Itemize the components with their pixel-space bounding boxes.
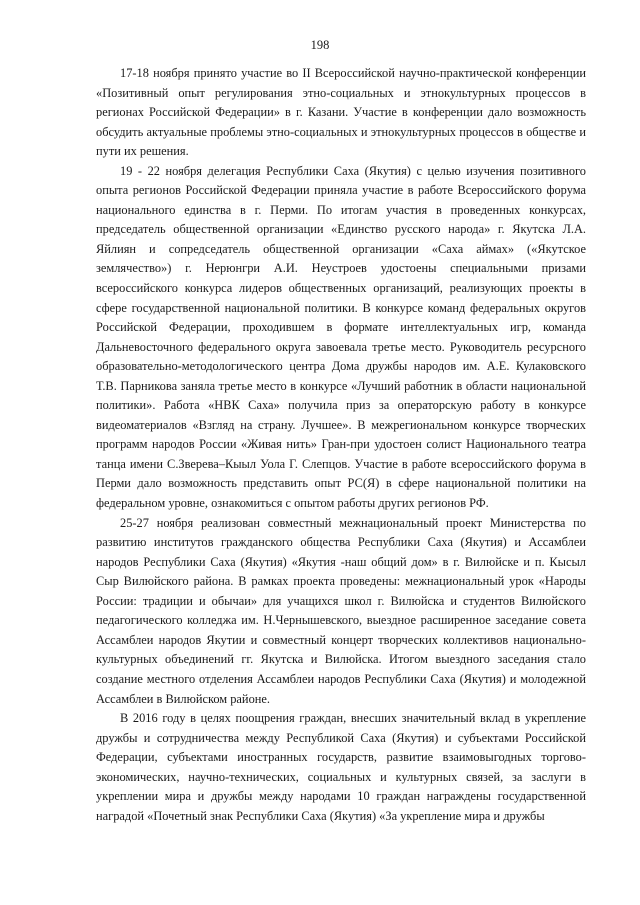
paragraph-project-vilyuisk: 25-27 ноября реализован совместный межнациональный проект Министерства по развитию институтов гражданского общества Республики Саха (Якутия) и Ассамблеи народов Республики Саха (Якутия) «Якутия -наш общий дом» в г. Вилюйске и п. Кысыл Сыр Вилюйского района. В рамках проекта проведены: межнациональный урок «Народы России: традиции и обычаи» для учащихся школ г. Вилюйска и студентов Вилюйского педагогического колледжа им. Н.Чернышевского, выездное расширенное заседание совета Ассамблеи народов Якутии и совместный концерт творческих коллективов национально-культурных объединений гг. Якутска и Вилюйска. Итогом выездного заседания стало создание местного отделения Ассамблеи народов Республики Саха (Якутия) и молодежной Ассамблеи в Вилюйском районе.: [96, 515, 586, 706]
document-body: [96, 64, 586, 826]
paragraph-forum-perm: 19 - 22 ноября делегация Республики Саха (Якутия) с целью изучения позитивного опыта регионов Российской Федерации приняла участие в работе Всероссийского форума национального единства в г. Перми. По итогам участия в проведенных конкурсах, председатель общественной организации «Единство русского народа» г. Якутска Л.А. Яйлиян и сопредседатель общественной организации «Саха аймах» («Якутское землячество») г. Нерюнгри А.И. Неустроев удостоены специальными призами всероссийского конкурса лидеров общественных организаций, реализующих проекты в сфере государственной национальной политики. В конкурсе команд федеральных округов Российской Федерации, проходившем в формате интеллектуальных игр, команда Дальневосточного федерального округа завоевала третье место. Руководитель ресурсного образовательно-методологического центра Дома дружбы народов им. А.Е. Кулаковского Т.В. Парникова заняла третье место в конкурсе «Лучший работник в области национальной политики». Работа «НВК Саха» получила приз за операторскую работу в конкурсе видеоматериалов «Взгляд на страну. Лучшее». В межрегиональном конкурсе творческих программ народов России «Живая нить» Гран-при удостоен солист Национального театра танца имени С.Зверева–Кыыл Уола Г. Слепцов. Участие в работе всероссийского форума в Перми дало возможность представить опыт РС(Я) в сфере национальной политики на федеральном уровне, ознакомиться с опытом работы других регионов РФ.: [96, 163, 586, 511]
paragraph-conference-kazan: 17-18 ноября принято участие во II Всероссийской научно-практической конференции «Позитивный опыт регулирования этно-социальных и этнокультурных процессов в регионах Российской Федерации» в г. Казани. Участие в конференции дало возможность обсудить актуальные проблемы этно-социальных и этнокультурных процессов в обществе и пути их решения.: [96, 66, 586, 159]
paragraph-awards-2016: В 2016 году в целях поощрения граждан, внесших значительный вклад в укрепление дружбы и сотрудничества между Республикой Саха (Якутия) и субъектами Российской Федерации, субъектами иностранных государств, развитие взаимовыгодных торгово-экономических, научно-технических, социальных и культурных связей, за заслуги в укреплении мира и дружбы между народами 10 граждан награждены государственной наградой «Почетный знак Республики Саха (Якутия) «За укрепление мира и дружбы: [96, 711, 586, 823]
page-number: 198: [310, 38, 330, 52]
